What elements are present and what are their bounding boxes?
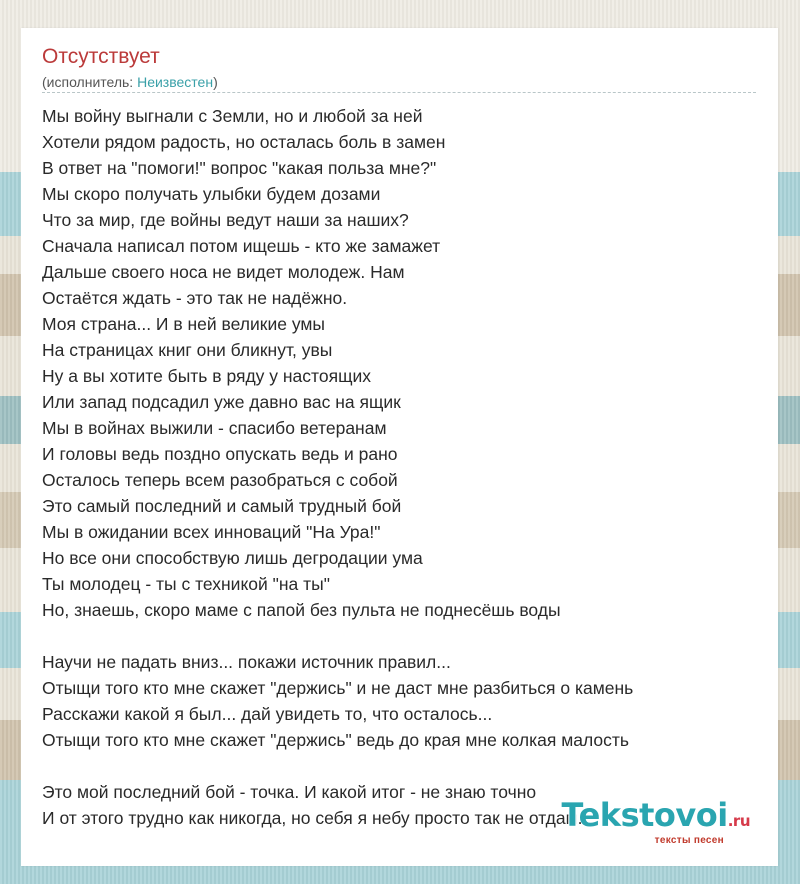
logo-name: Tekstovoi [561, 796, 728, 834]
lyric-line: Мы войну выгнали с Земли, но и любой за ней [42, 106, 423, 126]
stanza-break [42, 753, 762, 779]
lyric-line: Осталось теперь всем разобраться с собой [42, 470, 398, 490]
lyric-line: На страницах книг они бликнут, увы [42, 340, 333, 360]
lyric-line: Но все они способствую лишь дегродации ума [42, 548, 423, 568]
divider [42, 92, 756, 93]
lyric-line: Остаётся ждать - это так не надёжно. [42, 288, 348, 308]
lyric-line: Моя страна... И в ней великие умы [42, 314, 325, 334]
lyric-line: И головы ведь поздно опускать ведь и рано [42, 444, 398, 464]
stanza-break [42, 623, 762, 649]
lyric-line: Мы скоро получать улыбки будем дозами [42, 184, 381, 204]
lyric-line: Отыщи того кто мне скажет "держись" ведь до края мне колкая малость [42, 730, 630, 750]
lyric-line: Это мой последний бой - точка. И какой итог - не знаю точно [42, 782, 537, 802]
lyrics-text [42, 103, 762, 831]
lyric-line: Сначала написал потом ищешь - кто же замажет [42, 236, 441, 256]
lyric-line: Дальше своего носа не видет молодеж. Нам [42, 262, 405, 282]
lyric-line: Ну а вы хотите быть в ряду у настоящих [42, 366, 371, 386]
lyric-line: Но, знаешь, скоро маме с папой без пульта не поднесёшь воды [42, 600, 561, 620]
lyric-line: И от этого трудно как никогда, но себя я небу просто так не отдам... [42, 808, 593, 828]
artist-line [42, 73, 218, 91]
lyric-line: Расскажи какой я был... дай увидеть то, что осталось... [42, 704, 493, 724]
song-title: Отсутствует [42, 45, 160, 68]
lyric-line: В ответ на "помоги!" вопрос "какая польза мне?" [42, 158, 437, 178]
lyric-line: Научи не падать вниз... покажи источник правил... [42, 652, 451, 672]
lyric-line: Ты молодец - ты с техникой "на ты" [42, 574, 330, 594]
site-logo[interactable] [562, 798, 750, 846]
lyric-line: Что за мир, где войны ведут наши за наших? [42, 210, 409, 230]
lyric-line: Это самый последний и самый трудный бой [42, 496, 402, 516]
logo-tagline: тексты песен [654, 835, 724, 846]
artist-prefix: (исполнитель: [42, 74, 138, 90]
artist-link[interactable]: Неизвестен [137, 74, 214, 90]
lyric-line: Отыщи того кто мне скажет "держись" и не даст мне разбиться о камень [42, 678, 634, 698]
lyric-line: Мы в войнах выжили - спасибо ветеранам [42, 418, 387, 438]
lyric-line: Хотели рядом радость, но осталась боль в замен [42, 132, 446, 152]
logo-tld: .ru [727, 812, 750, 830]
lyric-line: Мы в ожидании всех инноваций "На Ура!" [42, 522, 381, 542]
lyric-line: Или запад подсадил уже давно вас на ящик [42, 392, 401, 412]
lyrics-card [21, 28, 778, 866]
artist-suffix: ) [213, 74, 218, 90]
